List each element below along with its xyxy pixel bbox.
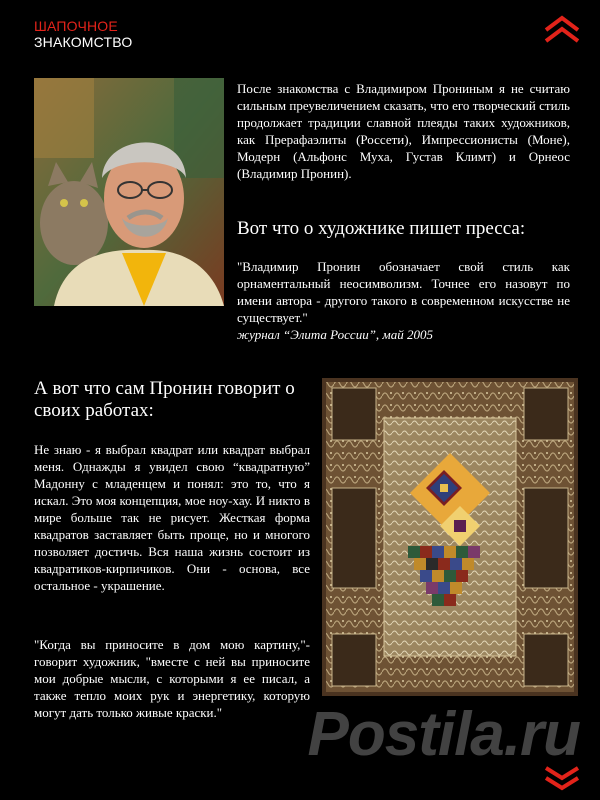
artist-quote-2: "Когда вы приносите в дом мою картину,"- говорит художник, "вместе с ней вы приносите мои добрые мысли, с которыми я ее писал, а также тепло моих рук и энергетику, которую могут дать только живые краски." [34,637,310,720]
painting-image [322,378,578,696]
chevron-down-icon[interactable] [542,764,582,792]
press-quote: "Владимир Пронин обозначает свой стиль как орнаментальный неосимволизм. Точнее его назовут по имени автора - другого такого в современном искусстве не существует." [237,259,570,325]
artist-heading: А вот что сам Пронин говорит о своих работах: [34,378,295,421]
watermark: Postila.ru [307,700,580,769]
intro-paragraph: После знакомства с Владимиром Прониным я не считаю сильным преувеличением сказать, что его творческий стиль продолжает традиции славной плеяды таких художников, как Прерафаэлиты (Россети), Импрессионисты (Моне), Модерн (Альфонс Муха, Густав Климт) и Орнеос (Владимир Пронин). [237,81,570,181]
rubric-line-2: ЗНАКОМСТВО [34,34,133,50]
artist-quote-1: Не знаю - я выбрал квадрат или квадрат выбрал меня. Однажды я увидел свою “квадратную” Мадонну с младенцем и понял: это то, что я искал. Это моя концепция, мое ноу-хау. И никто в мире больше так не рисует. Жесткая форма квадратов заставляет быть проще, но и многого позволяет достичь. Вся наша жизнь состоит из квадратиков-кирпичиков. Они - основа, все остальное - украшение. [34,442,310,593]
press-heading: Вот что о художнике пишет пресса: [237,218,526,239]
rubric-line-1: ШАПОЧНОЕ [34,18,118,34]
section-rubric [34,18,132,50]
chevron-up-icon[interactable] [542,14,582,44]
artist-portrait [34,78,224,306]
press-source: журнал “Элита России”, май 2005 [237,327,433,342]
